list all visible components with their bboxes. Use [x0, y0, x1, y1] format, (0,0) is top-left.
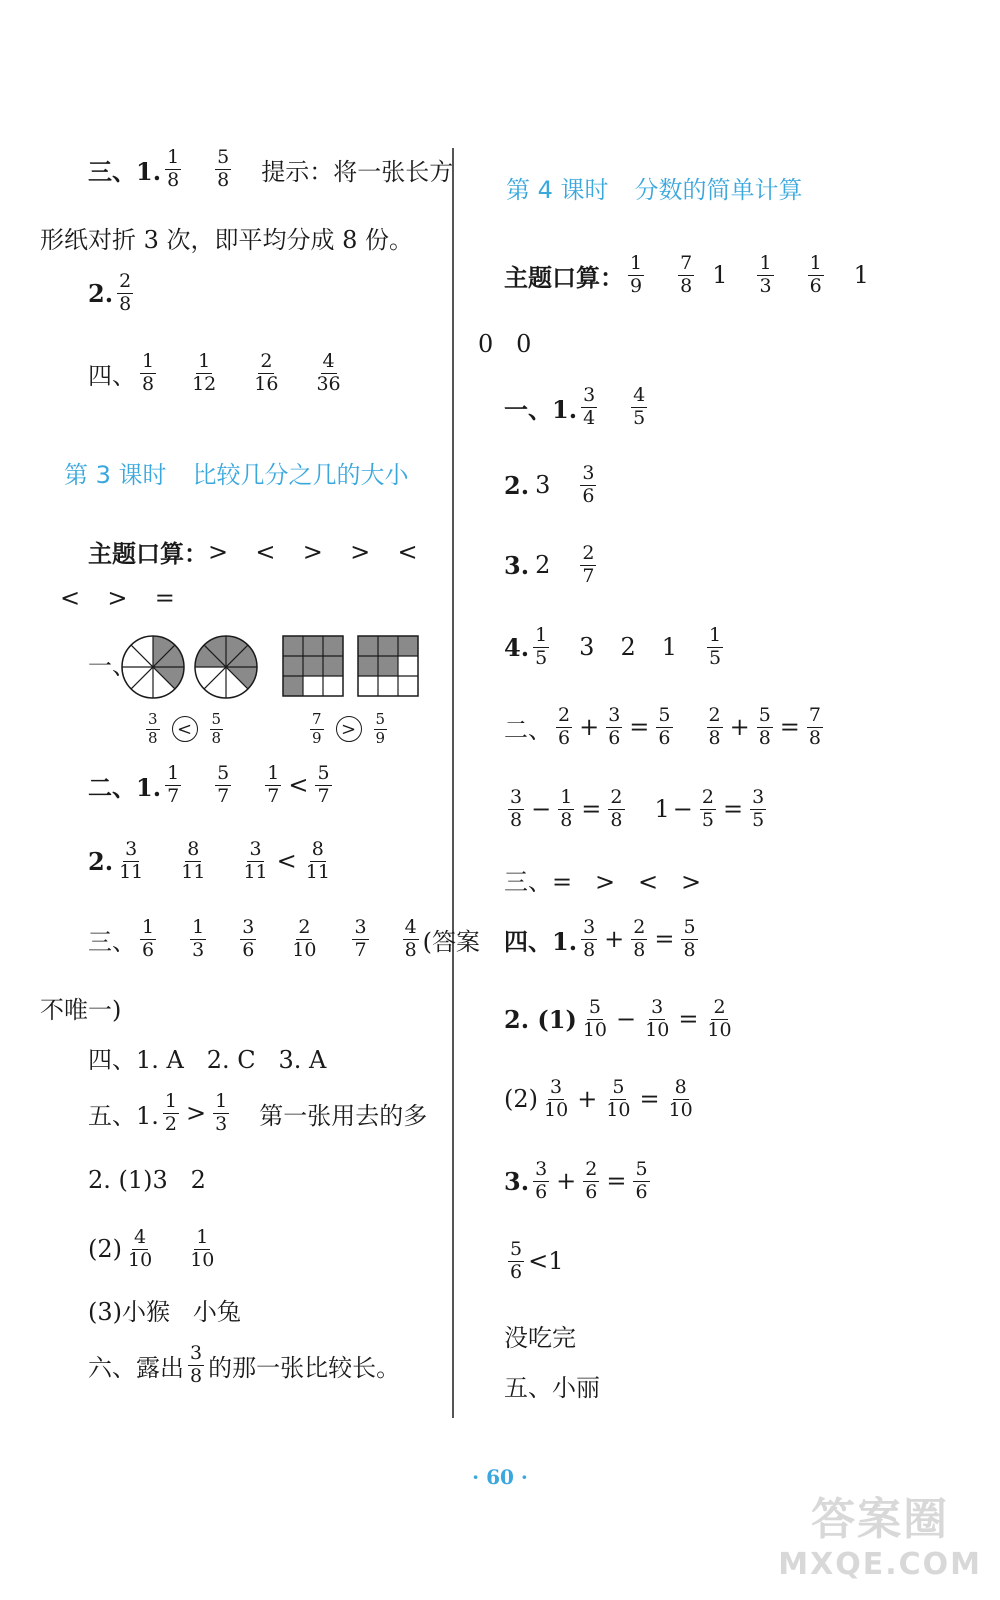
- right-four-2: 2. (1) $\frac{5}{10}$ − $\frac{3}{10}$ = $\frac{2}{10}$: [504, 996, 732, 1041]
- left-s3-line1: 三、1. $\frac{1}{8}$ $\frac{5}{8}$ 提示：将一张长方: [88, 146, 454, 191]
- left-s3-2: 2. $\frac{2}{8}$: [88, 270, 132, 315]
- lesson4-heading: 第 4 课时 分数的简单计算: [506, 176, 803, 204]
- circle-5-8-figure: [195, 636, 257, 698]
- figure-compare-1: $\frac{3}{8}$ < $\frac{5}{8}$: [148, 710, 222, 747]
- column-divider: [452, 148, 454, 1418]
- grid-5-9-figure: [358, 636, 418, 696]
- fraction: $\frac{2}{8}$: [119, 270, 132, 315]
- watermark-logo: 答案圈 MXQE.COM: [778, 1494, 982, 1582]
- fraction: $\frac{1}{8}$: [167, 146, 180, 191]
- right-one-3: 3. 2 $\frac{2}{7}$: [504, 542, 595, 587]
- lesson3-heading: 第 3 课时 比较几分之几的大小: [64, 461, 409, 489]
- right-one-4: 4. $\frac{1}{5}$ 3 2 1 $\frac{1}{5}$: [504, 624, 722, 669]
- left-oral-row1: 主题口算： > < > > <: [88, 537, 422, 568]
- right-oral-tail: 0 0: [478, 330, 532, 358]
- right-two-2: $\frac{3}{8}$ − $\frac{1}{8}$ = $\frac{2}{8}$ 1 − $\frac{2}{5}$ = $\frac{3}{5}$: [510, 786, 765, 831]
- left-q3-cont: 不唯一): [40, 996, 122, 1024]
- fraction-figures: [118, 632, 438, 702]
- grid-7-9-figure: [283, 636, 343, 696]
- left-q6: 六、露出 $\frac{3}{8}$ 的那一张比较长。: [88, 1342, 401, 1387]
- left-q3: 三、 $\frac{1}{6}$ $\frac{1}{3}$ $\frac{3}{6}$ $\frac{2}{10}$ $\frac{3}{7}$ $\frac{4}{8}$ (答案: [88, 916, 481, 961]
- right-four-3b: $\frac{5}{6}$ <1: [510, 1238, 564, 1283]
- left-s4: 四、 $\frac{1}{8}$ $\frac{1}{12}$ $\frac{2}{16}$ $\frac{4}{36}$: [88, 350, 341, 395]
- fraction: $\frac{5}{8}$: [217, 146, 230, 191]
- right-four-2b: (2) $\frac{3}{10}$ + $\frac{5}{10}$ = $\frac{8}{10}$: [504, 1076, 693, 1121]
- circle-3-8-figure: [122, 636, 184, 698]
- left-q2-2: 2. $\frac{3}{11}$ $\frac{8}{11}$ $\frac{3}{11}$ < $\frac{8}{11}$: [88, 838, 330, 883]
- right-one-2: 2. 3 $\frac{3}{6}$: [504, 462, 595, 507]
- figure-compare-2: $\frac{7}{9}$ > $\frac{5}{9}$: [312, 710, 386, 747]
- right-four-3: 3. $\frac{3}{6}$ + $\frac{2}{6}$ = $\frac{5}{6}$: [504, 1158, 648, 1203]
- left-q5-2: 2. (1)3 2: [88, 1166, 206, 1194]
- left-oral-row2: < > =: [60, 584, 179, 612]
- left-q5-2c: (3)小猴 小兔: [88, 1298, 241, 1326]
- page-number: · 60 ·: [472, 1465, 528, 1489]
- left-q5-2b: (2) $\frac{4}{10}$ $\frac{1}{10}$: [88, 1226, 215, 1271]
- right-two-1: 二、 $\frac{2}{6}$ + $\frac{3}{6}$ = $\frac{5}{6}$ $\frac{2}{8}$ + $\frac{5}{8}$ = $\frac{7}{8}$: [504, 704, 821, 749]
- left-s3-cont: 形纸对折 3 次，即平均分成 8 份。: [40, 226, 414, 254]
- right-not-finished: 没吃完: [504, 1324, 576, 1352]
- left-q5-1: 五、1. $\frac{1}{2}$ > $\frac{1}{3}$ 第一张用去的多: [88, 1090, 428, 1135]
- right-one-1: 一、1. $\frac{3}{4}$ $\frac{4}{5}$: [504, 384, 646, 429]
- left-q4: 四、1. A 2. C 3. A: [88, 1046, 327, 1074]
- right-three: 三、= > < >: [504, 868, 702, 896]
- left-q1-label: 一、: [88, 652, 136, 680]
- right-oral: 主题口算： $\frac{1}{9}$ $\frac{7}{8}$ 1 $\frac{1}{3}$ $\frac{1}{6}$ 1: [504, 252, 869, 297]
- right-four-1: 四、1. $\frac{3}{8}$ + $\frac{2}{8}$ = $\frac{5}{8}$: [504, 916, 696, 961]
- right-five: 五、小丽: [504, 1374, 600, 1402]
- left-q2-1: 二、1. $\frac{1}{7}$ $\frac{5}{7}$ $\frac{1}{7}$ < $\frac{5}{7}$: [88, 762, 330, 807]
